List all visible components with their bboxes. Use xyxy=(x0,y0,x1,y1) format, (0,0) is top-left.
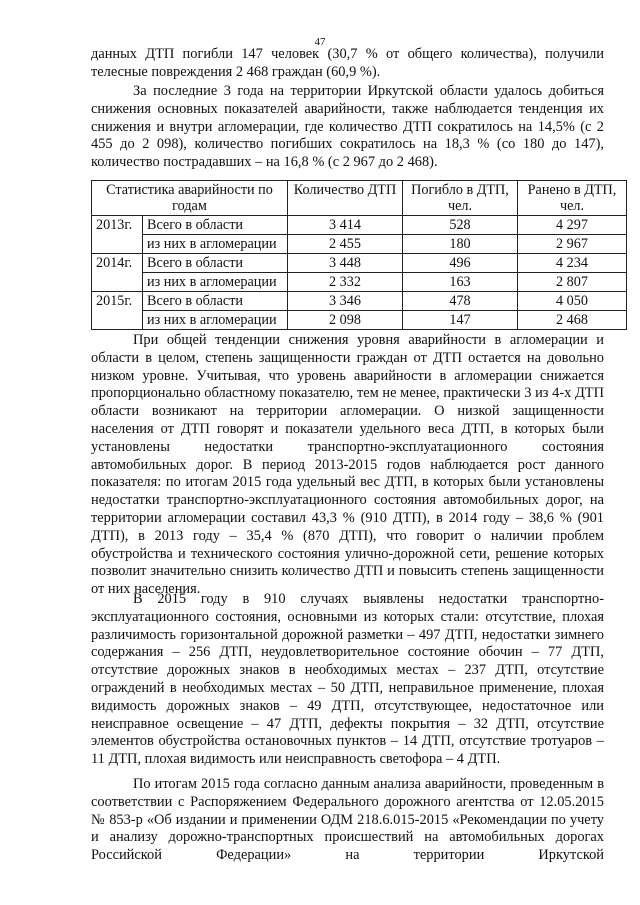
intro-line-2: телесные повреждения 2 468 граждан (60,9 %). xyxy=(91,63,381,80)
killed-cell: 528 xyxy=(403,216,518,235)
table-row xyxy=(92,216,627,235)
count-cell: 2 098 xyxy=(288,311,403,330)
page-number: 47 xyxy=(314,36,326,48)
paragraph-1: За последние 3 года на территории Иркутской области удалось добиться снижения основных показателей аварийности, также наблюдается тенденция их снижения и внутри агломерации, где количество ДТП сократилось на 14,5% (с 2 455 до 2 098), количество погибших сократилось на 18,3 % (со 180 до 147), количество пострадавших – на 16,8 % (с 2 967 до 2 468). xyxy=(91,83,604,171)
accident-statistics-table xyxy=(91,180,627,330)
killed-cell: 180 xyxy=(403,235,518,254)
injured-cell: 4 297 xyxy=(518,216,627,235)
table-row xyxy=(92,273,627,292)
table-row xyxy=(92,311,627,330)
intro-text xyxy=(91,46,604,82)
table-row xyxy=(92,235,627,254)
table-row xyxy=(92,254,627,273)
paragraph-1-block xyxy=(91,83,604,172)
year-cell: 2015г. xyxy=(92,292,143,330)
header-killed: Погибло в ДТП, чел. xyxy=(403,181,518,216)
count-cell: 3 346 xyxy=(288,292,403,311)
header-statistics: Статистика аварийности по годам xyxy=(92,181,288,216)
count-cell: 3 448 xyxy=(288,254,403,273)
paragraph-3-block xyxy=(91,591,604,769)
paragraph-4-block xyxy=(91,776,604,865)
row-label: Всего в области xyxy=(143,292,288,311)
row-label: из них в агломерации xyxy=(143,235,288,254)
killed-cell: 163 xyxy=(403,273,518,292)
killed-cell: 478 xyxy=(403,292,518,311)
year-cell: 2014г. xyxy=(92,254,143,292)
injured-cell: 2 468 xyxy=(518,311,627,330)
table-row xyxy=(92,292,627,311)
paragraph-2: При общей тенденции снижения уровня аварийности в агломерации и области в целом, степень защищенности граждан от ДТП остается на довольно низком уровне. Учитывая, что уровень аварийности в агломерации снижается пропорционально областному показателю, тем не менее, практически 3 из 4-х ДТП области возникают на территории агломерации. О низкой защищенности населения от ДТП говорят и показатели удельного веса ДТП, в которых были установлены недостатки транспортно-эксплуатационного состояния автомобильных дорог. В период 2013-2015 годов наблюдается рост данного показателя: по итогам 2015 года удельный вес ДТП, в которых были установлены недостатки транспортно-эксплуатационного состояния автомобильных дорог, на территории агломерации составил 43,3 % (910 ДТП), в 2014 году – 38,6 % (901 ДТП), в 2013 году – 35,4 % (870 ДТП), что говорит о наличии проблем обустройства и технического состояния улично-дорожной сети, решение которых позволит значительно снизить количество ДТП и повысить степень защищенности от них населения. xyxy=(91,332,604,598)
table-header-row xyxy=(92,181,627,216)
injured-cell: 2 807 xyxy=(518,273,627,292)
paragraph-3: В 2015 году в 910 случаях выявлены недостатки транспортно-эксплуатационного состояния, основными из которых стали: отсутствие, плохая различимость горизонтальной дорожной разметки – 497 ДТП, недостатки зимнего содержания – 256 ДТП, неудовлетворительное состояние обочин – 77 ДТП, отсутствие дорожных знаков в необходимых местах – 237 ДТП, отсутствие ограждений в необходимых местах – 50 ДТП, неправильное применение, плохая видимость дорожных знаков – 49 ДТП, отсутствующее, недостаточное или неисправное освещение – 47 ДТП, дефекты покрытия – 32 ДТП, отсутствие элементов обустройства остановочных пунктов – 14 ДТП, отсутствие тротуаров – 11 ДТП, плохая видимость или неисправность светофора – 4 ДТП. xyxy=(91,591,604,768)
killed-cell: 147 xyxy=(403,311,518,330)
count-cell: 2 332 xyxy=(288,273,403,292)
injured-cell: 4 234 xyxy=(518,254,627,273)
injured-cell: 2 967 xyxy=(518,235,627,254)
paragraph-4: По итогам 2015 года согласно данным анализа аварийности, проведенным в соответствии с Распоряжением Федерального дорожного агентства от 12.05.2015 № 853-р «Об издании и применении ОДМ 218.6.015-2015 «Рекомендации по учету и анализу дорожно-транспортных происшествий на автомобильных дорогах Российской Федерации» на территории Иркутской xyxy=(91,776,604,864)
killed-cell: 496 xyxy=(403,254,518,273)
injured-cell: 4 050 xyxy=(518,292,627,311)
row-label: из них в агломерации xyxy=(143,311,288,330)
year-cell: 2013г. xyxy=(92,216,143,254)
row-label: Всего в области xyxy=(143,254,288,273)
row-label: Всего в области xyxy=(143,216,288,235)
header-injured: Ранено в ДТП, чел. xyxy=(518,181,627,216)
header-count: Количество ДТП xyxy=(288,181,403,216)
intro-line-1: данных ДТП погибли 147 человек (30,7 % от общего количества), получили xyxy=(91,46,604,62)
paragraph-2-block xyxy=(91,332,604,599)
count-cell: 2 455 xyxy=(288,235,403,254)
row-label: из них в агломерации xyxy=(143,273,288,292)
count-cell: 3 414 xyxy=(288,216,403,235)
